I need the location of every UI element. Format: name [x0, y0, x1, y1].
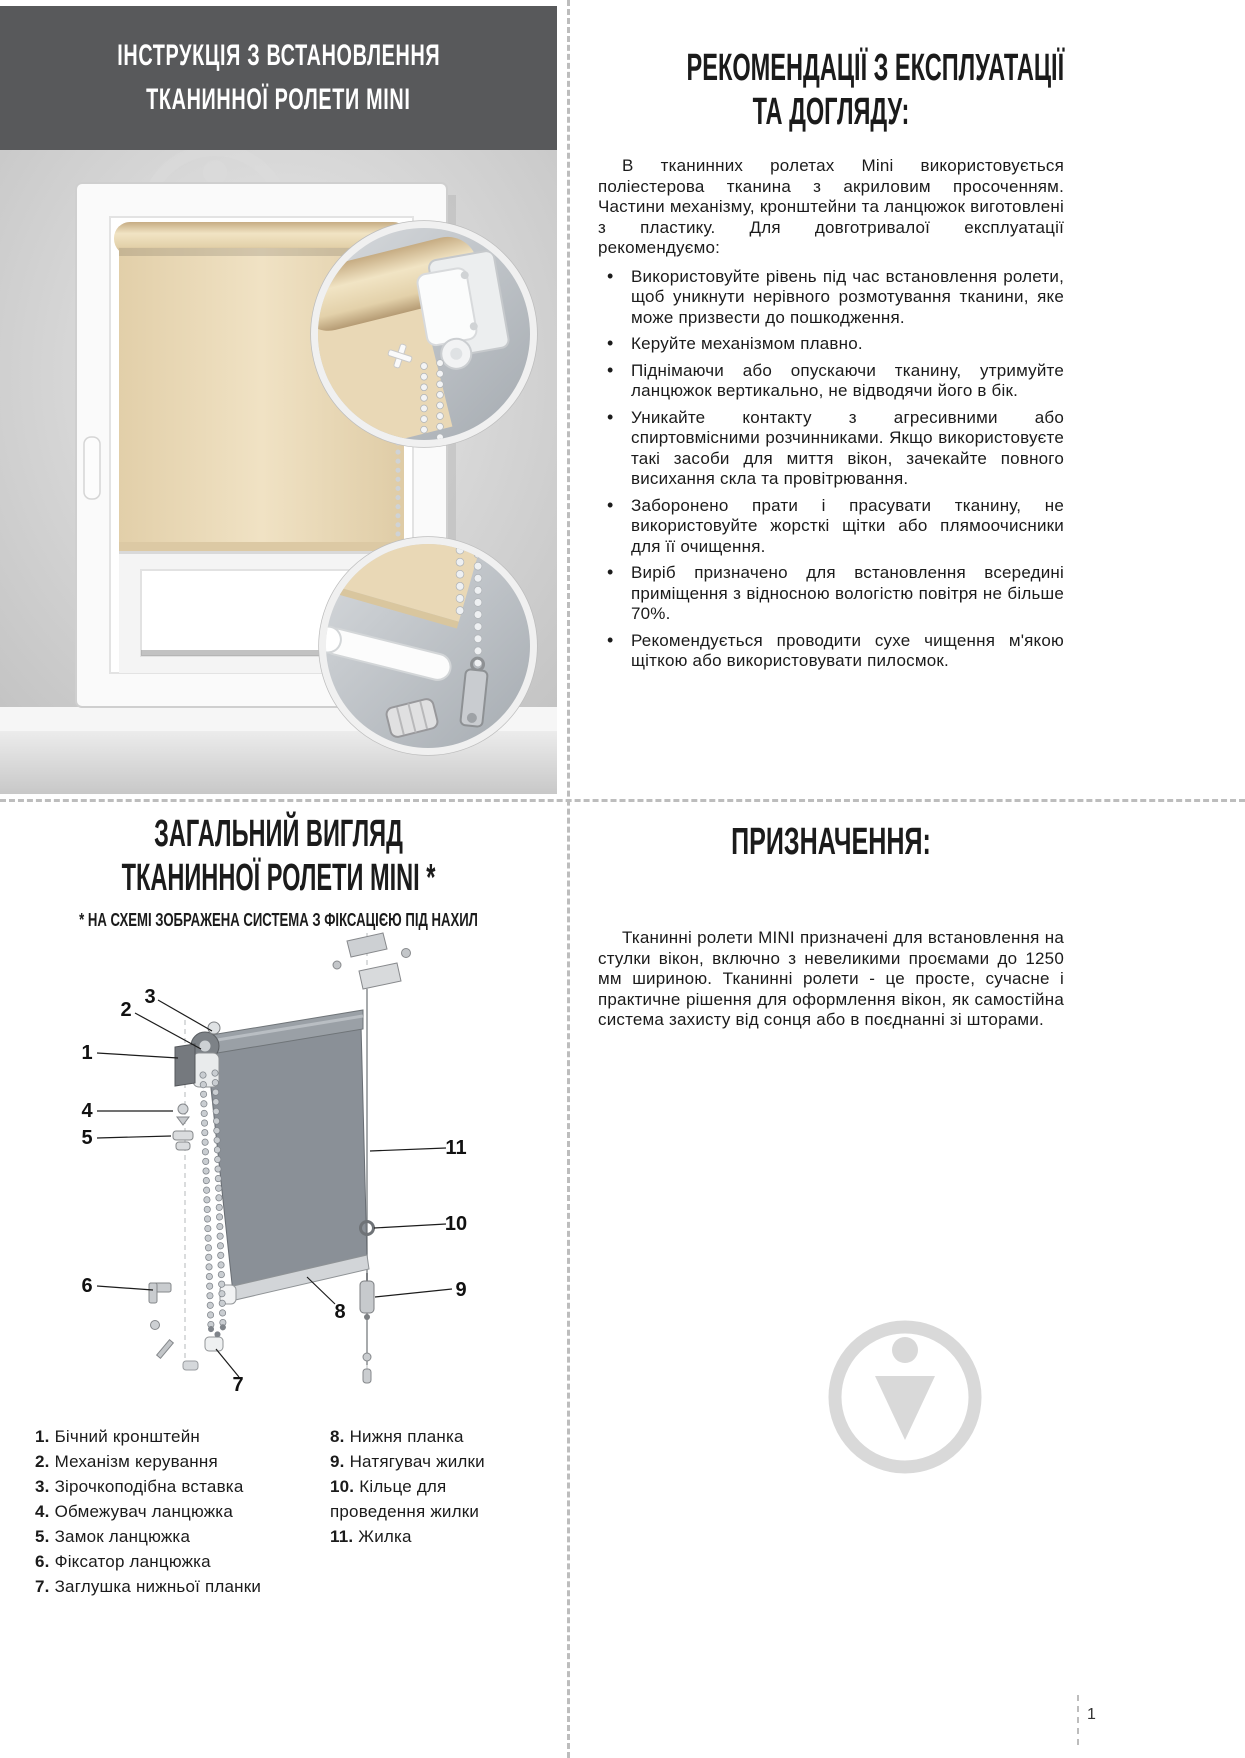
bullet-marker: • — [607, 359, 614, 380]
bullet-marker: • — [607, 406, 614, 427]
legend-number: 7. — [35, 1577, 50, 1596]
purpose-title: ПРИЗНАЧЕННЯ: — [731, 821, 931, 863]
legend-item — [35, 1574, 320, 1599]
legend-number: 6. — [35, 1552, 50, 1571]
care-bullet-list — [598, 267, 1064, 672]
callout-4: 4 — [81, 1100, 93, 1122]
legend-label: Обмежувач ланцюжка — [54, 1502, 233, 1521]
section-overview — [0, 812, 557, 932]
corner-crop-mark — [1077, 1695, 1079, 1745]
callout-7: 7 — [232, 1374, 244, 1396]
callout-5: 5 — [81, 1127, 93, 1149]
installation-title-line2: ТКАНИННОЇ РОЛЕТИ MINI — [146, 83, 411, 116]
line-dowel — [363, 1369, 371, 1383]
legend-column-left — [35, 1424, 320, 1599]
window-photo-illustration — [0, 150, 557, 794]
legend-number: 2. — [35, 1452, 50, 1471]
legend-label: Замок ланцюжка — [54, 1527, 191, 1546]
exploded-diagram — [15, 925, 545, 1420]
overview-title-line1: ЗАГАЛЬНИЙ ВИГЛЯД — [154, 813, 403, 855]
legend-item — [35, 1499, 320, 1524]
chain-fixator — [149, 1283, 198, 1370]
bullet-item — [598, 334, 1064, 355]
bullet-text: Уникайте контакту з агресивними або спиртовмісними розчинниками. Якщо використовуєте такі засоби для миття вікон, зачекайте повного висихання скла та провітрювання. — [631, 407, 1064, 488]
legend-label: Бічний кронштейн — [54, 1427, 200, 1446]
legend-item — [35, 1474, 320, 1499]
bullet-marker: • — [607, 494, 614, 515]
callout-2: 2 — [120, 999, 132, 1021]
legend-label: Зірочкоподібна вставка — [54, 1477, 244, 1496]
bullet-text: Заборонено прати і прасувати тканину, не використовуйте жорсткі щітки або плямоочисники для її очищення. — [631, 495, 1064, 556]
installation-title-line1: ІНСТРУКЦІЯ З ВСТАНОВЛЕННЯ — [116, 39, 441, 72]
divider-vertical — [567, 0, 570, 1758]
recommendations-intro: В тканинних ролетах Mini використовується поліестерова тканина з акриловим просоченням. Частини механізму, кронштейни та ланцюжок виготовлені з пластику. Для довготривалої експлуатації рекомендуємо: — [598, 156, 1064, 257]
callout-3: 3 — [144, 986, 156, 1008]
bullet-text: Використовуйте рівень під час встановлення ролети, щоб уникнути нерівного розмотування тканини, яке може призвести до пошкодження. — [631, 266, 1064, 327]
legend-label: Фіксатор ланцюжка — [54, 1552, 211, 1571]
bullet-item — [598, 361, 1064, 402]
bullet-text: Виріб призначено для встановлення всередині приміщення з відносною вологістю повітря не більше 70%. — [631, 563, 1064, 623]
section-purpose — [598, 820, 1064, 1031]
window-photo — [0, 150, 557, 794]
diagram-fabric — [207, 1025, 367, 1293]
recommendations-title-line2: ТА ДОГЛЯДУ: — [752, 91, 910, 133]
overview-title-line2: ТКАНИННОЇ РОЛЕТИ MINI * — [121, 857, 436, 899]
bullet-item — [598, 408, 1064, 490]
legend-number: 1. — [35, 1427, 50, 1446]
legend-item — [35, 1549, 320, 1574]
section-recommendations — [598, 46, 1064, 678]
purpose-body: Тканинні ролети MINI призначені для встановлення на стулки вікон, включно з невеликими проємами до 1250 мм шириною. Тканинні ролети - це просте, сучасне і практичне рішення для оформлення вікон, як самостійна система захисту від сонця або в поєднанні зі шторами. — [598, 928, 1064, 1029]
legend-label: Кільце для проведення жилки — [330, 1477, 480, 1521]
legend-number: 9. — [330, 1452, 345, 1471]
legend-item — [330, 1524, 525, 1549]
overview-subtitle: * НА СХЕМІ ЗОБРАЖЕНА СИСТЕМА З ФІКСАЦІЄЮ ПІД НАХИЛ — [79, 910, 478, 930]
bullet-item — [598, 631, 1064, 672]
bullet-marker: • — [607, 562, 614, 582]
installation-title-banner — [0, 6, 557, 150]
top-bracket-parts — [333, 933, 411, 989]
bullet-text: Керуйте механізмом плавно. — [631, 334, 863, 353]
bullet-marker: • — [607, 333, 614, 353]
bullet-marker: • — [607, 265, 614, 286]
legend-item — [35, 1449, 320, 1474]
legend-item — [330, 1474, 525, 1524]
exploded-diagram-svg — [15, 925, 545, 1420]
star-insert — [208, 1022, 220, 1034]
chain-lock — [173, 1131, 193, 1150]
legend-number: 5. — [35, 1527, 50, 1546]
legend-number: 4. — [35, 1502, 50, 1521]
legend-label: Заглушка нижньої планки — [54, 1577, 262, 1596]
chain-limiter — [177, 1104, 189, 1125]
recommendations-title-line1: РЕКОМЕНДАЦІЇ З ЕКСПЛУАТАЦІЇ — [686, 47, 1065, 89]
brand-watermark-logo — [800, 1292, 1010, 1502]
side-bracket — [175, 1044, 195, 1086]
legend-number: 3. — [35, 1477, 50, 1496]
callout-10: 10 — [444, 1213, 468, 1235]
parts-legend — [35, 1424, 555, 1599]
bullet-item — [598, 267, 1064, 329]
legend-label: Натягувач жилки — [349, 1452, 485, 1471]
legend-label: Механізм керування — [54, 1452, 218, 1471]
callout-1: 1 — [81, 1042, 93, 1064]
page-number: 1 — [1087, 1706, 1096, 1723]
callout-9: 9 — [455, 1279, 467, 1301]
bullet-text: Піднімаючи або опускаючи тканину, утримуйте ланцюжок вертикально, не відводячи його в бік. — [631, 360, 1064, 400]
callout-6: 6 — [81, 1275, 93, 1297]
line-screw — [363, 1353, 371, 1361]
legend-item — [330, 1424, 525, 1449]
legend-number: 11. — [330, 1527, 354, 1546]
legend-label: Нижня планка — [349, 1427, 464, 1446]
legend-column-right — [330, 1424, 525, 1599]
bullet-marker: • — [607, 629, 614, 650]
callout-11: 11 — [445, 1137, 467, 1159]
window-handle — [84, 437, 100, 499]
bullet-text: Рекомендується проводити сухе чищення м'якою щіткою або використовувати пилосмок. — [631, 630, 1064, 670]
bullet-item — [598, 563, 1064, 625]
callout-8: 8 — [334, 1301, 346, 1323]
legend-number: 8. — [330, 1427, 345, 1446]
bottom-bar-plug — [205, 1337, 223, 1351]
legend-item — [35, 1524, 320, 1549]
legend-label: Жилка — [358, 1527, 412, 1546]
legend-item — [35, 1424, 320, 1449]
divider-horizontal — [0, 799, 1245, 802]
blind-bottom-bar — [119, 542, 404, 551]
bullet-item — [598, 496, 1064, 558]
legend-item — [330, 1449, 525, 1474]
line-tensioner-part — [360, 1273, 374, 1320]
legend-number: 10. — [330, 1477, 355, 1496]
